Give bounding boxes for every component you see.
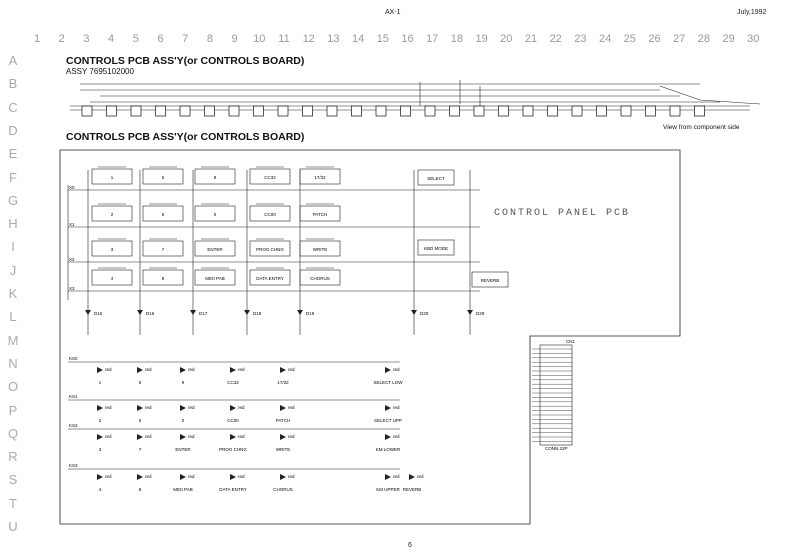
- column-number: 14: [351, 33, 365, 45]
- led-symbol: [180, 405, 186, 411]
- header-date: July,1992: [737, 9, 767, 16]
- led-label: 5: [138, 380, 142, 385]
- led-label: 9: [181, 380, 185, 385]
- switch-label: 3: [110, 247, 114, 252]
- diode-symbol: [411, 310, 417, 315]
- led-color: red: [393, 474, 400, 479]
- led-symbol: [385, 367, 391, 373]
- switch-label: 7: [161, 247, 165, 252]
- extra-switch-label: KBD MODE: [423, 246, 449, 251]
- column-number: 25: [623, 33, 636, 45]
- column-number: 22: [549, 33, 562, 45]
- switch-label: 6: [161, 212, 165, 217]
- row-letter: G: [7, 192, 19, 208]
- column-number: 5: [132, 33, 139, 45]
- row-letter: E: [8, 146, 18, 162]
- led-label: 4: [98, 487, 102, 492]
- led-label: SELECT UPP: [374, 418, 402, 423]
- column-number: 27: [673, 33, 686, 45]
- led-symbol: [180, 434, 186, 440]
- column-number: 12: [302, 33, 315, 45]
- led-row-label: KS2: [69, 423, 78, 428]
- led-symbol: [230, 367, 236, 373]
- row-letter: H: [8, 216, 18, 232]
- column-number: 10: [253, 33, 266, 45]
- led-label: CC00: [227, 418, 239, 423]
- led-color: red: [105, 367, 112, 372]
- led-color: red: [288, 367, 295, 372]
- column-number: 26: [648, 33, 661, 45]
- column-number: 15: [376, 33, 389, 45]
- diode-symbol: [85, 310, 91, 315]
- led-symbol: [137, 405, 143, 411]
- row-letter: J: [9, 262, 17, 278]
- led-label: DATA ENTRY: [219, 487, 247, 492]
- led-color: red: [188, 474, 195, 479]
- led-label: MIDI PAB: [173, 487, 193, 492]
- led-symbol: [385, 405, 391, 411]
- row-letter: P: [8, 402, 18, 418]
- led-label: 3: [98, 447, 102, 452]
- led-color: red: [145, 474, 152, 479]
- led-symbol: [97, 474, 103, 480]
- board-label: CONTROL PANEL PCB: [494, 208, 631, 219]
- led-row-label: KS3: [69, 463, 78, 468]
- column-number: 29: [722, 33, 735, 45]
- led-label: 1: [98, 380, 102, 385]
- led-symbol: [180, 367, 186, 373]
- led-color: red: [145, 405, 152, 410]
- led-symbol: [137, 367, 143, 373]
- switch-label: 1: [110, 175, 114, 180]
- row-line-label: X1: [69, 222, 75, 227]
- row-letter: I: [11, 239, 15, 255]
- row-line-label: X0: [69, 185, 75, 190]
- led-symbol: [280, 474, 286, 480]
- led-symbol: [180, 474, 186, 480]
- led-symbol: [385, 474, 391, 480]
- switch-label: DATA ENTRY: [256, 276, 284, 281]
- diode-symbol: [190, 310, 196, 315]
- led-color: red: [238, 367, 245, 372]
- led-symbol: [280, 405, 286, 411]
- led-color: red: [105, 474, 112, 479]
- switch-label: 9: [213, 175, 217, 180]
- led-label: KM LOWER: [375, 447, 401, 452]
- led-color: red: [288, 474, 295, 479]
- switch-label: CC32: [264, 175, 276, 180]
- connector-body: [540, 345, 572, 445]
- section1-assy: ASSY 7695102000: [66, 67, 134, 76]
- led-symbol: [97, 434, 103, 440]
- header-model: AX-1: [385, 9, 401, 16]
- led-symbol: [230, 405, 236, 411]
- column-number: 17: [426, 33, 439, 45]
- column-number: 2: [58, 33, 65, 45]
- diode-label: D15: [94, 311, 103, 316]
- led-color: red: [238, 474, 245, 479]
- column-number: 21: [524, 33, 538, 45]
- column-number: 1: [33, 33, 41, 45]
- column-number: 3: [83, 33, 90, 45]
- column-number: 11: [278, 33, 290, 45]
- led-symbol: [230, 474, 236, 480]
- row-letter: M: [7, 332, 19, 348]
- led-color: red: [393, 405, 400, 410]
- led-label: CC32: [227, 380, 239, 385]
- switch-label: 8: [161, 276, 165, 281]
- led-label: PROG CHNG: [219, 447, 247, 452]
- diode-symbol: [244, 310, 250, 315]
- column-number: 4: [108, 33, 115, 45]
- row-letter: L: [9, 309, 17, 325]
- led-label: 6: [138, 418, 142, 423]
- led-color: red: [188, 367, 195, 372]
- switch-label: 0: [213, 212, 217, 217]
- row-letter: U: [8, 519, 18, 534]
- switch-label: ENTER: [207, 247, 223, 252]
- column-number: 19: [475, 33, 488, 45]
- row-letter: D: [8, 122, 18, 138]
- row-line-label: X3: [69, 286, 75, 291]
- led-color: red: [188, 434, 195, 439]
- extra-switch-label: REVERB: [480, 278, 500, 283]
- view-note: View from component side: [663, 124, 740, 131]
- led-symbol: [97, 405, 103, 411]
- row-letter: R: [8, 449, 18, 465]
- diode-label: D16: [146, 311, 155, 316]
- led-label: KM UPPER: [376, 487, 400, 492]
- switch-label: CHORUS: [310, 276, 330, 281]
- switch-label: CC00: [264, 212, 276, 217]
- led-color: red: [105, 405, 112, 410]
- led-color: red: [188, 405, 195, 410]
- section2-title: CONTROLS PCB ASS'Y(or CONTROLS BOARD): [66, 131, 305, 143]
- led-label: PATCH: [275, 418, 291, 423]
- row-letter: K: [8, 286, 18, 301]
- led-label: 7: [138, 447, 142, 452]
- switch-label: PATCH: [312, 212, 328, 217]
- column-number: 7: [182, 33, 189, 45]
- diode-symbol: [137, 310, 143, 315]
- led-color: red: [145, 367, 152, 372]
- row-letter: N: [8, 355, 18, 371]
- column-number: 24: [598, 33, 612, 45]
- column-number: 28: [697, 33, 711, 45]
- led-color: red: [393, 434, 400, 439]
- switch-label: 2: [110, 212, 114, 217]
- diode-label: D17: [199, 311, 208, 316]
- led-color: red: [238, 434, 245, 439]
- page-number: 6: [408, 542, 412, 549]
- led-row-label: KS1: [69, 394, 78, 399]
- row-letter: Q: [7, 425, 19, 441]
- led-color: red: [145, 434, 152, 439]
- section1-title: CONTROLS PCB ASS'Y(or CONTROLS BOARD): [66, 55, 305, 67]
- led-symbol: [409, 474, 415, 480]
- switch-label: 17/32: [314, 175, 326, 180]
- switch-label: 5: [161, 175, 165, 180]
- row-line-label: X2: [69, 257, 75, 262]
- led-label: CHORUS: [273, 487, 293, 492]
- row-letter: B: [8, 76, 18, 92]
- led-color: red: [105, 434, 112, 439]
- led-label: REVERB: [402, 487, 422, 492]
- column-number: 8: [206, 33, 213, 45]
- diode-label: D19: [306, 311, 315, 316]
- diode-label: D20: [420, 311, 429, 316]
- row-letter: C: [8, 99, 18, 115]
- led-label: 0: [181, 418, 185, 423]
- diode-label: D29: [476, 311, 485, 316]
- switch-label: 4: [110, 276, 114, 281]
- diode-label: D18: [253, 311, 262, 316]
- led-label: 17/32: [277, 380, 289, 385]
- led-color: red: [288, 434, 295, 439]
- row-letter: S: [8, 472, 18, 488]
- led-symbol: [230, 434, 236, 440]
- column-number: 30: [747, 33, 760, 45]
- led-label: SELECT LOW: [373, 380, 403, 385]
- led-symbol: [385, 434, 391, 440]
- column-number: 23: [574, 33, 587, 45]
- diode-symbol: [467, 310, 473, 315]
- column-number: 13: [327, 33, 340, 45]
- column-number: 9: [231, 33, 238, 45]
- led-row-label: KS0: [69, 356, 78, 361]
- extra-switch-label: SELECT: [427, 176, 445, 181]
- row-letter: T: [9, 495, 17, 511]
- led-label: 8: [138, 487, 142, 492]
- row-letter: O: [7, 379, 19, 395]
- led-label: 2: [98, 418, 102, 423]
- column-number: 16: [401, 33, 414, 45]
- column-number: 20: [500, 33, 513, 45]
- connector-ref: CN1: [566, 339, 576, 344]
- led-symbol: [97, 367, 103, 373]
- led-symbol: [280, 367, 286, 373]
- led-color: red: [238, 405, 245, 410]
- led-color: red: [417, 474, 424, 479]
- switch-label: MIDI PAB: [205, 276, 225, 281]
- led-symbol: [137, 434, 143, 440]
- led-symbol: [137, 474, 143, 480]
- switch-label: PROG CHNG: [256, 247, 284, 252]
- connector-label: CONN.22P: [545, 446, 568, 451]
- led-label: ENTER: [175, 447, 191, 452]
- row-letter: F: [9, 169, 17, 185]
- led-color: red: [393, 367, 400, 372]
- switch-label: WRITE: [312, 247, 328, 252]
- column-number: 18: [450, 33, 464, 45]
- row-letter: A: [8, 53, 18, 68]
- led-color: red: [288, 405, 295, 410]
- led-label: WRITE: [275, 447, 291, 452]
- column-number: 6: [157, 33, 164, 45]
- led-symbol: [280, 434, 286, 440]
- diode-symbol: [297, 310, 303, 315]
